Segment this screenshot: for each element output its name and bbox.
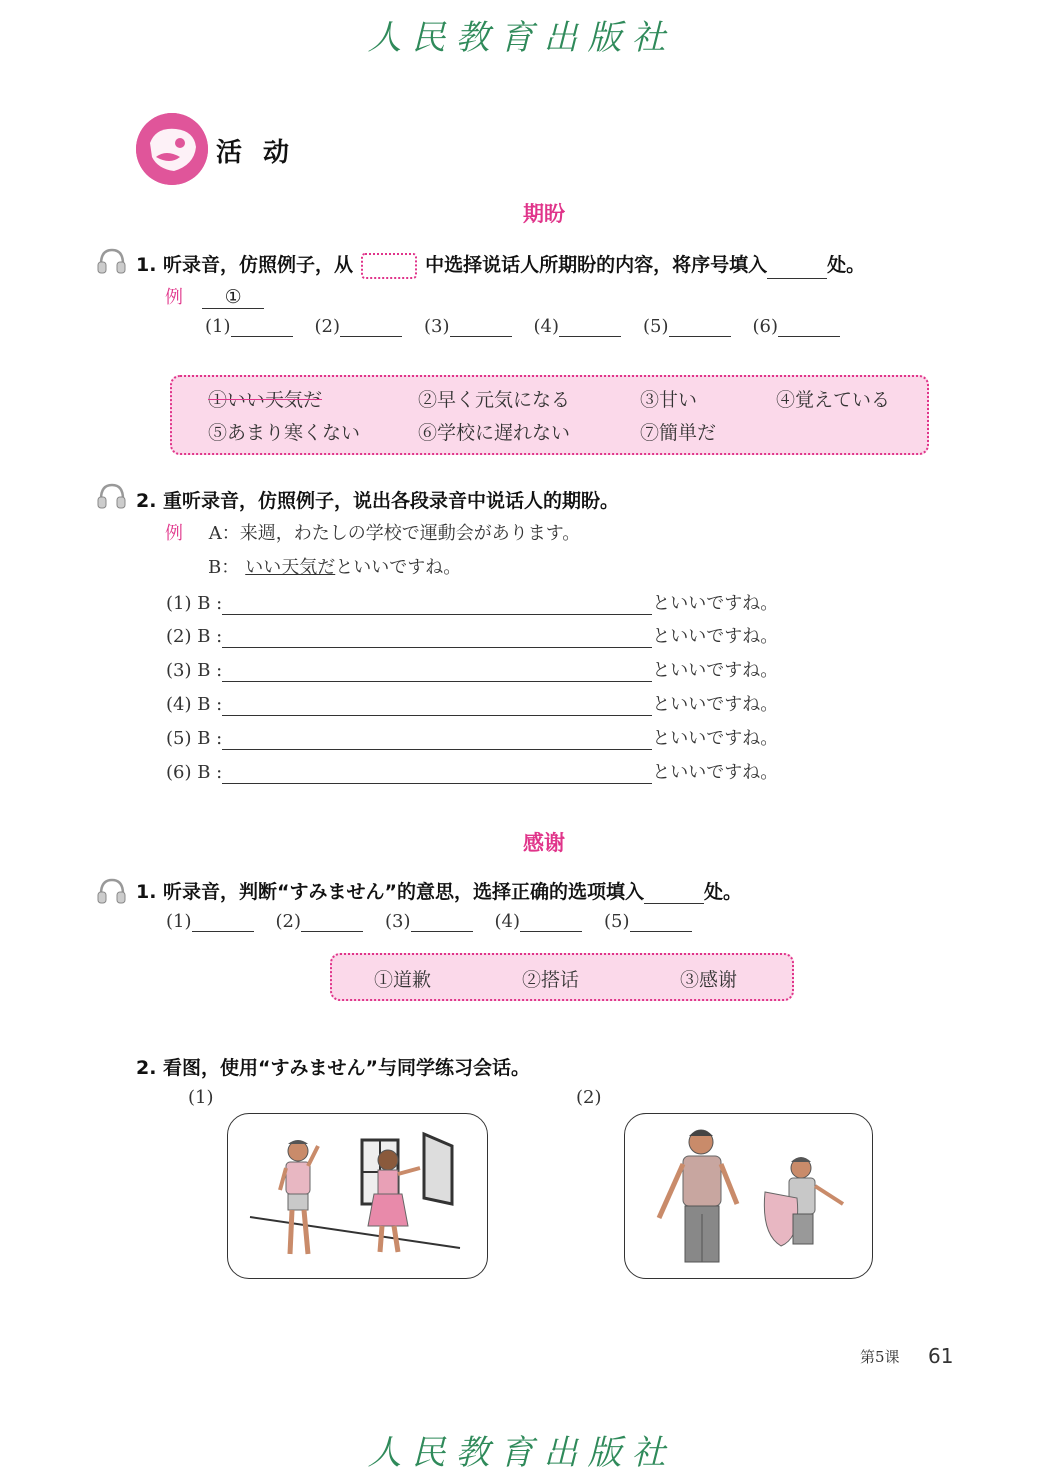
dotted-box-marker	[361, 253, 417, 279]
answer-row: (5) B : といいですね。	[166, 728, 779, 749]
p1-q1-text-c: 处。	[827, 254, 866, 276]
picture-1-illustration	[228, 1114, 487, 1278]
answer-slot: (4)	[495, 911, 605, 932]
answer-line[interactable]	[222, 729, 652, 750]
answer-slot: (5)	[643, 316, 753, 337]
p2-q2-prompt: 2. 看图，使用“すみません”与同学练习会话。	[136, 1057, 531, 1079]
example-b-rest: といいですね。	[335, 557, 462, 578]
answer-row: (3) B : といいですね。	[166, 660, 779, 681]
answer-blank[interactable]	[630, 911, 692, 932]
answer-slot: (2)	[315, 316, 425, 337]
headphone-icon	[96, 246, 126, 280]
answer-slot: (3)	[424, 316, 534, 337]
p1-q1-blank-marker	[767, 258, 827, 279]
p2-options-box	[330, 953, 794, 1001]
p1-q2-example-b	[208, 553, 461, 579]
p1-options-box	[170, 375, 929, 455]
answer-blank[interactable]	[520, 911, 582, 932]
p1-q2-prompt: 2. 重听录音，仿照例子，说出各段录音中说话人的期盼。	[136, 490, 620, 512]
option-7: ⑦簡単だ	[640, 422, 717, 444]
option-3: ③甘い	[640, 389, 698, 411]
answer-blank[interactable]	[778, 316, 840, 337]
section-title: 活 动	[216, 138, 296, 168]
p1-q1-blanks	[205, 316, 905, 337]
p1-q1-text-b: 中选择说话人所期盼的内容，将序号填入	[425, 254, 768, 276]
example-b-label: B：	[208, 557, 240, 578]
option-1: ①いい天気だ	[208, 389, 323, 411]
lesson-label: 第5课	[860, 1348, 900, 1366]
p1-q1-text-a: 1. 听录音，仿照例子，从	[136, 254, 354, 276]
option-thanks: ③感谢	[680, 969, 738, 991]
option-address: ②搭话	[522, 969, 580, 991]
activity-logo-icon	[136, 113, 208, 185]
p1-q1-prompt	[136, 250, 865, 279]
answer-slot: (6)	[753, 316, 841, 337]
answer-blank[interactable]	[301, 911, 363, 932]
answer-line[interactable]	[222, 695, 652, 716]
option-4: ④覚えている	[776, 389, 891, 411]
option-apology: ①道歉	[374, 969, 432, 991]
p2-q1-blanks	[166, 911, 866, 932]
p2-q1-text-b: 处。	[704, 881, 743, 903]
picture-2-frame	[624, 1113, 873, 1279]
part1-title: 期盼	[523, 202, 565, 226]
answer-line[interactable]	[222, 594, 652, 615]
answer-slot: (1)	[166, 911, 276, 932]
headphone-icon	[96, 876, 126, 910]
picture-1-label: (1)	[188, 1087, 214, 1108]
answer-row: (4) B : といいですね。	[166, 694, 779, 715]
answer-slot: (2)	[276, 911, 386, 932]
part2-title: 感谢	[523, 831, 565, 855]
example-b-underlined: いい天気だ	[245, 557, 336, 578]
p2-q1-text-a: 1. 听录音，判断“すみません”的意思，选择正确的选项填入	[136, 881, 645, 903]
answer-line[interactable]	[222, 763, 652, 784]
answer-blank[interactable]	[450, 316, 512, 337]
answer-row: (2) B : といいですね。	[166, 626, 779, 647]
headphone-icon	[96, 481, 126, 515]
answer-blank[interactable]	[340, 316, 402, 337]
example-label: 例	[165, 523, 183, 544]
publisher-header: 人民教育出版社	[367, 18, 676, 58]
answer-line[interactable]	[222, 661, 652, 682]
example-answer: ①	[202, 286, 264, 309]
picture-2-label: (2)	[576, 1087, 602, 1108]
example-a-label: A：	[208, 523, 240, 544]
p1-q1-example	[165, 283, 264, 309]
picture-2-illustration	[625, 1114, 872, 1278]
answer-blank[interactable]	[559, 316, 621, 337]
answer-blank[interactable]	[231, 316, 293, 337]
p2-q1-prompt	[136, 877, 742, 904]
option-5: ⑤あまり寒くない	[208, 422, 361, 444]
publisher-footer: 人民教育出版社	[367, 1433, 676, 1473]
answer-blank[interactable]	[411, 911, 473, 932]
answer-slot: (5)	[604, 911, 692, 932]
answer-row: (1) B : といいですね。	[166, 593, 779, 614]
example-label: 例	[165, 287, 183, 308]
answer-line[interactable]	[222, 627, 652, 648]
answer-row: (6) B : といいですね。	[166, 762, 779, 783]
p1-q2-example-a	[165, 519, 580, 545]
picture-1-frame	[227, 1113, 488, 1279]
answer-blank[interactable]	[192, 911, 254, 932]
example-a-text: 来週，わたしの学校で運動会があります。	[239, 523, 581, 544]
answer-slot: (4)	[534, 316, 644, 337]
answer-blank[interactable]	[669, 316, 731, 337]
option-2: ②早く元気になる	[418, 389, 571, 411]
option-6: ⑥学校に遅れない	[418, 422, 571, 444]
page-number: 61	[928, 1344, 954, 1368]
answer-slot: (3)	[385, 911, 495, 932]
p2-q1-blank-marker	[644, 883, 704, 904]
answer-slot: (1)	[205, 316, 315, 337]
